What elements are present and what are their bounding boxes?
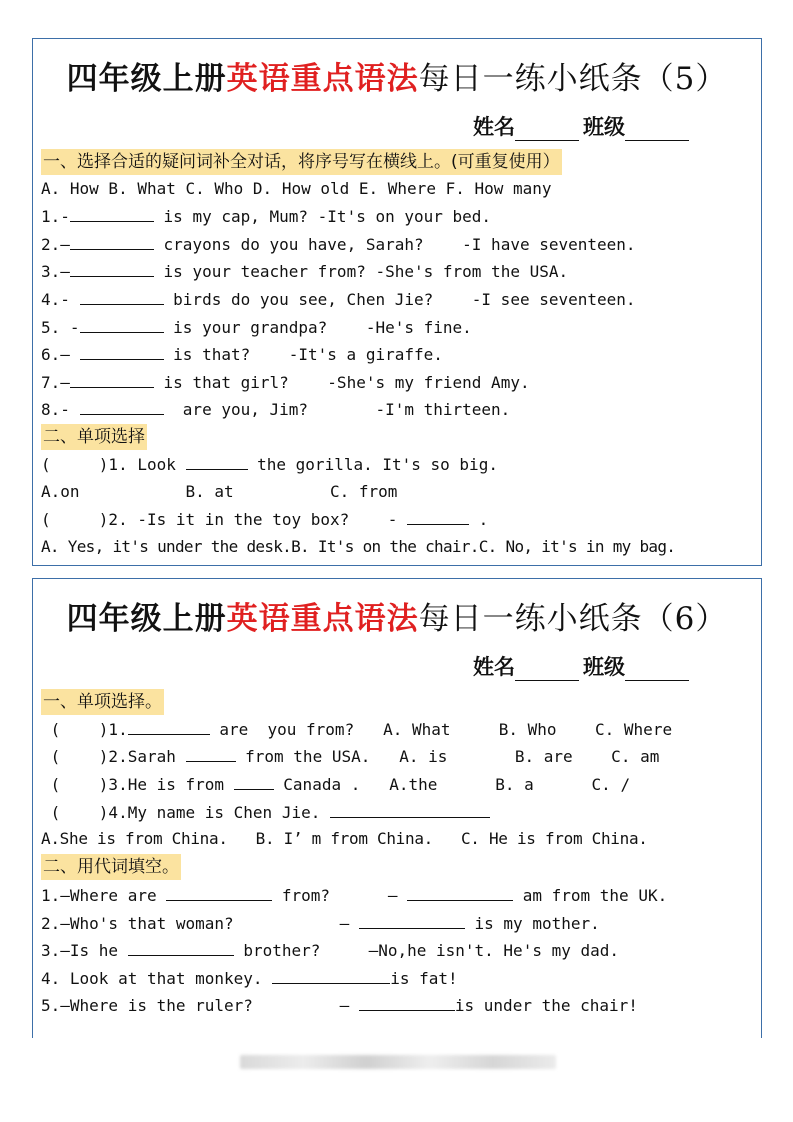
title-part-series: 每日一练小纸条（6） — [418, 601, 728, 637]
question-4 — [41, 288, 636, 310]
q-text: ( )2. -Is it in the toy box? - — [41, 510, 408, 529]
answer-blank[interactable] — [186, 745, 236, 762]
answer-blank[interactable] — [359, 912, 465, 929]
name-blank[interactable] — [515, 120, 579, 141]
q-text: from? — — [272, 886, 408, 905]
title-part-grade: 四年级上册 — [66, 61, 227, 97]
fill-row-5 — [41, 994, 638, 1016]
question-5 — [41, 316, 472, 338]
worksheet-6 — [32, 578, 762, 1038]
answer-blank[interactable] — [80, 316, 164, 333]
section-heading: 二、用代词填空。 — [41, 854, 181, 880]
q-text: . — [469, 510, 489, 529]
mc-row-3 — [41, 773, 630, 795]
mc-row-2 — [41, 745, 659, 767]
title-part-topic: 英语重点语法 — [226, 601, 419, 637]
answer-blank[interactable] — [186, 453, 248, 470]
question-1 — [41, 205, 491, 227]
fill-row-2 — [41, 912, 600, 934]
name-blank[interactable] — [515, 660, 579, 681]
q-text: 5.—Where is the ruler? — — [41, 996, 359, 1015]
class-blank[interactable] — [625, 120, 689, 141]
answer-blank[interactable] — [80, 343, 164, 360]
q-text: is your grandpa? -He's fine. — [163, 318, 472, 337]
q-options: are you from? A. What B. Who C. Where — [209, 720, 673, 739]
answer-blank[interactable] — [128, 718, 210, 735]
name-label: 姓名 — [473, 114, 515, 139]
name-class-fields — [473, 651, 693, 681]
question-6 — [41, 343, 443, 365]
q-number: 7.— — [41, 373, 70, 392]
q-text: ( )1. Look — [41, 455, 186, 474]
q-text: 4. Look at that monkey. — [41, 969, 273, 988]
q-text: is that? -It's a giraffe. — [163, 345, 443, 364]
fill-row-3 — [41, 939, 619, 961]
mc-row-1 — [41, 718, 672, 740]
answer-blank[interactable] — [359, 994, 455, 1011]
q-text: are you, Jim? -I'm thirteen. — [163, 400, 511, 419]
mc-options-1: A.on B. at C. from — [41, 482, 398, 501]
q-text: ( )3.He is from — [41, 775, 234, 794]
q-options: Canada . A.the B. a C. / — [273, 775, 631, 794]
q-number: 4.- — [41, 290, 80, 309]
question-7 — [41, 371, 530, 393]
name-class-fields — [473, 111, 693, 141]
q-text: ( )4.My name is Chen Jie. — [41, 803, 330, 822]
section-heading: 二、单项选择 — [41, 424, 147, 450]
fill-row-1 — [41, 884, 667, 906]
worksheet-5-title — [33, 53, 761, 98]
title-part-series: 每日一练小纸条（5） — [418, 61, 728, 97]
q-text: is your teacher from? -She's from the USA. — [153, 262, 569, 281]
title-part-grade: 四年级上册 — [66, 601, 227, 637]
section-heading: 一、选择合适的疑问词补全对话，将序号写在横线上。(可重复使用） — [41, 149, 562, 175]
answer-blank[interactable] — [330, 801, 490, 818]
answer-blank[interactable] — [70, 371, 154, 388]
q-text: birds do you see, Chen Jie? -I see seventeen. — [163, 290, 636, 309]
q-options: from the USA. A. is B. are C. am — [235, 747, 660, 766]
mc-options-4: A.She is from China. B. I’ m from China. C. He is from China. — [41, 829, 648, 848]
blurred-footer-watermark — [240, 1055, 556, 1069]
answer-blank[interactable] — [70, 205, 154, 222]
worksheet-6-title — [33, 593, 761, 638]
q-text: am from the UK. — [513, 886, 668, 905]
class-blank[interactable] — [625, 660, 689, 681]
fill-row-4 — [41, 967, 458, 989]
answer-blank[interactable] — [70, 260, 154, 277]
mc-options-2: A. Yes, it's under the desk.B. It's on the chair.C. No, it's in my bag. — [41, 537, 676, 556]
title-part-topic: 英语重点语法 — [226, 61, 419, 97]
question-3 — [41, 260, 568, 282]
q-text: brother? —No,he isn't. He's my dad. — [233, 941, 620, 960]
mc-question-1 — [41, 453, 498, 475]
q-number: 2.— — [41, 235, 70, 254]
options-line: A. How B. What C. Who D. How old E. Where F. How many — [41, 179, 552, 198]
q-number: 1.- — [41, 207, 70, 226]
answer-blank[interactable] — [80, 288, 164, 305]
name-label: 姓名 — [473, 654, 515, 679]
q-text: 3.—Is he — [41, 941, 128, 960]
q-text: is my mother. — [464, 914, 600, 933]
worksheet-5 — [32, 38, 762, 566]
q-text: is under the chair! — [454, 996, 638, 1015]
class-label: 班级 — [583, 654, 625, 679]
answer-blank[interactable] — [128, 939, 234, 956]
q-number: 8.- — [41, 400, 80, 419]
q-number: 3.— — [41, 262, 70, 281]
q-text: the gorilla. It's so big. — [247, 455, 498, 474]
mc-question-2 — [41, 508, 488, 530]
q-text: 1.—Where are — [41, 886, 167, 905]
answer-blank[interactable] — [272, 967, 390, 984]
answer-blank[interactable] — [234, 773, 274, 790]
q-text: is fat! — [390, 969, 458, 988]
q-text: ( )1. — [41, 720, 128, 739]
answer-blank[interactable] — [407, 508, 469, 525]
question-2 — [41, 233, 636, 255]
section-heading: 一、单项选择。 — [41, 689, 164, 715]
q-text: is that girl? -She's my friend Amy. — [153, 373, 530, 392]
class-label: 班级 — [583, 114, 625, 139]
answer-blank[interactable] — [166, 884, 272, 901]
question-8 — [41, 398, 510, 420]
q-text: is my cap, Mum? -It's on your bed. — [153, 207, 492, 226]
answer-blank[interactable] — [70, 233, 154, 250]
mc-row-4 — [41, 801, 490, 823]
q-number: 5. - — [41, 318, 80, 337]
q-text: 2.—Who's that woman? — — [41, 914, 359, 933]
q-number: 6.— — [41, 345, 80, 364]
q-text: ( )2.Sarah — [41, 747, 186, 766]
answer-blank[interactable] — [80, 398, 164, 415]
q-text: crayons do you have, Sarah? -I have seventeen. — [153, 235, 636, 254]
answer-blank[interactable] — [407, 884, 513, 901]
